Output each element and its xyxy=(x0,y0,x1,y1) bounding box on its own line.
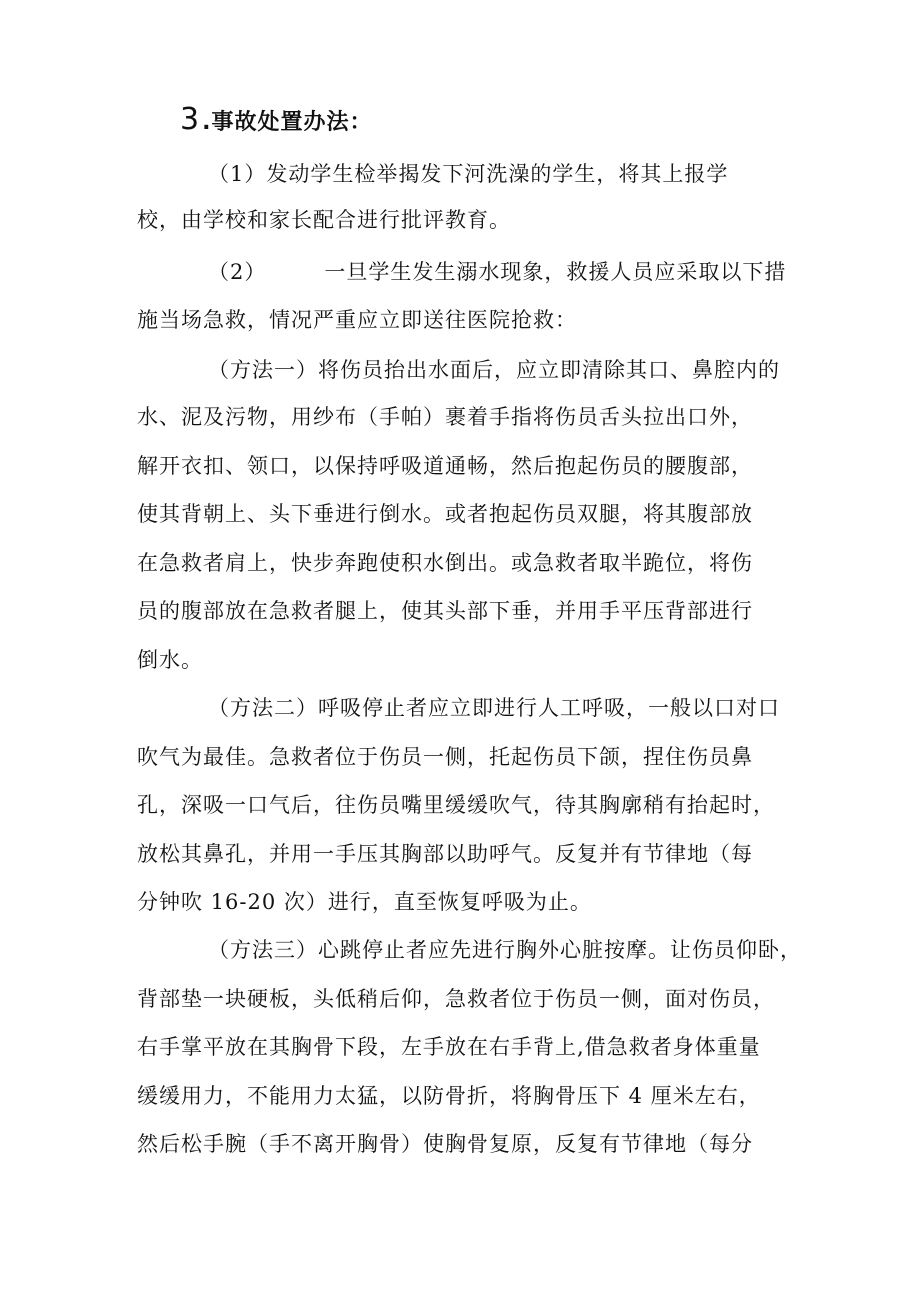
section-heading xyxy=(180,102,373,137)
paragraph-line: 校，由学校和家长配合进行批评教育。 xyxy=(137,208,511,232)
paragraph-line: 倒水。 xyxy=(137,648,203,672)
paragraph-line: 右手掌平放在其胸骨下段，左手放在右手背上,借急救者身体重量 xyxy=(137,1035,761,1059)
section-title: .事故处置办法： xyxy=(202,110,373,135)
paragraph-line: 员的腹部放在急救者腿上，使其头部下垂，并用手平压背部进行 xyxy=(137,599,753,623)
item-text: 一旦学生发生溺水现象，救援人员应采取以下措 xyxy=(324,260,787,284)
paragraph-line xyxy=(208,258,786,286)
paragraph-line: 放松其鼻孔，并用一手压其胸部以助呼气。反复并有节律地（每 xyxy=(137,842,753,866)
paragraph-line: 然后松手腕（手不离开胸骨）使胸骨复原，反复有节律地（每分 xyxy=(137,1132,753,1156)
paragraph-line: （方法三）心跳停止者应先进行胸外心脏按摩。让伤员仰卧， xyxy=(208,938,802,962)
paragraph-line: 缓缓用力，不能用力太猛，以防骨折，将胸骨压下 4 厘米左右， xyxy=(137,1084,761,1108)
paragraph-line: （方法二）呼吸停止者应立即进行人工呼吸，一般以口对口 xyxy=(208,696,780,720)
paragraph-line: （方法一）将伤员抬出水面后，应立即清除其口、鼻腔内的 xyxy=(208,358,780,382)
paragraph-line: 背部垫一块硬板，头低稍后仰，急救者位于伤员一侧，面对伤员， xyxy=(137,987,775,1011)
paragraph-line: 使其背朝上、头下垂进行倒水。或者抱起伤员双腿，将其腹部放 xyxy=(137,502,753,526)
paragraph-line: 在急救者肩上，快步奔跑使积水倒出。或急救者取半跪位，将伤 xyxy=(137,551,753,575)
paragraph-line: 孔，深吸一口气后，往伤员嘴里缓缓吹气，待其胸廓稍有抬起时， xyxy=(137,793,775,817)
section-number: 3 xyxy=(180,102,201,137)
paragraph-line: 水、泥及污物，用纱布（手帕）裹着手指将伤员舌头拉出口外， xyxy=(137,405,753,429)
paragraph-line: 吹气为最佳。急救者位于伤员一侧，托起伤员下颌，捏住伤员鼻 xyxy=(137,745,753,769)
item-label: （2） xyxy=(208,260,267,284)
paragraph-line: 解开衣扣、领口，以保持呼吸道通畅，然后抱起伤员的腰腹部， xyxy=(137,454,753,478)
paragraph-line: 施当场急救，情况严重应立即送往医院抢救： xyxy=(137,308,577,332)
paragraph-line: 分钟吹 16-20 次）进行，直至恢复呼吸为止。 xyxy=(137,890,592,914)
paragraph-line: （1）发动学生检举揭发下河洗澡的学生，将其上报学 xyxy=(208,162,729,186)
